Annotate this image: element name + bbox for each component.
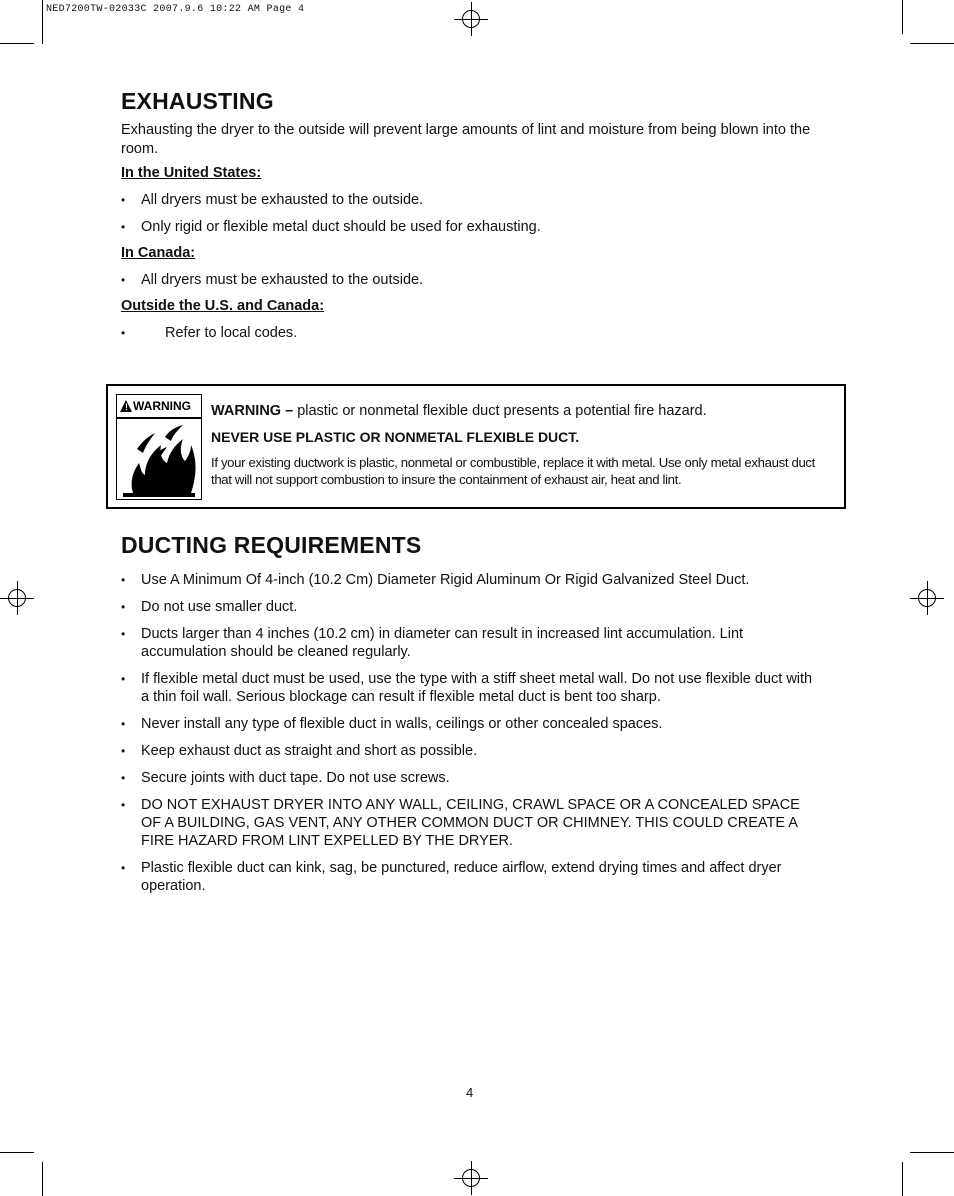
crop-mark-top-right-v: [902, 0, 903, 34]
list-item: • Do not use smaller duct.: [121, 598, 821, 616]
page-number: 4: [466, 1085, 474, 1100]
registration-mark-bottom: [454, 1161, 488, 1195]
crop-mark-top-left-h: [0, 43, 34, 44]
warning-triangle-icon: !: [120, 400, 132, 412]
ducting-section: [121, 532, 821, 904]
list-item: • Only rigid or flexible metal duct should be used for exhausting.: [121, 218, 821, 236]
list-item: • Use A Minimum Of 4-inch (10.2 Cm) Diameter Rigid Aluminum Or Rigid Galvanized Steel Duct.: [121, 571, 821, 589]
warning-line-3: If your existing ductwork is plastic, nonmetal or combustible, replace it with metal. Use only metal exhaust duct that will not support combustion to insure the containment of exhaust air, heat and lint.: [211, 455, 815, 487]
ducting-heading: DUCTING REQUIREMENTS: [121, 532, 422, 558]
outside-heading: Outside the U.S. and Canada:: [121, 298, 325, 314]
list-item: • DO NOT EXHAUST DRYER INTO ANY WALL, CEILING, CRAWL SPACE OR A CONCEALED SPACE OF A BUILDING, GAS VENT, ANY OTHER COMMON DUCT OR CHIMNEY. THIS COULD CREATE A FIRE HAZARD FROM LINT EXPELLED BY THE DRYER.: [121, 796, 821, 850]
registration-mark-top: [454, 2, 488, 36]
ducting-list: [121, 571, 821, 895]
crop-mark-bottom-right-v: [902, 1162, 903, 1196]
exhausting-intro: Exhausting the dryer to the outside will prevent large amounts of lint and moisture from being blown into the room.: [121, 122, 811, 157]
warning-label-text: WARNING: [133, 399, 191, 413]
crop-mark-bottom-left-h: [0, 1152, 34, 1153]
warning-line-1-text: plastic or nonmetal flexible duct presents a potential fire hazard.: [297, 403, 707, 419]
list-item: • All dryers must be exhausted to the outside.: [121, 271, 821, 289]
registration-mark-right: [910, 581, 944, 615]
us-list: [121, 191, 821, 236]
warning-line-2: NEVER USE PLASTIC OR NONMETAL FLEXIBLE DUCT.: [211, 429, 580, 445]
warning-box: [106, 384, 846, 509]
list-item: • Ducts larger than 4 inches (10.2 cm) in diameter can result in increased lint accumulation. Lint accumulation should be cleaned regularly.: [121, 625, 821, 661]
list-item: • Never install any type of flexible duct in walls, ceilings or other concealed spaces.: [121, 715, 821, 733]
fire-hazard-icon: [116, 418, 202, 500]
list-item: • Secure joints with duct tape. Do not use screws.: [121, 769, 821, 787]
canada-heading: In Canada:: [121, 245, 196, 261]
list-item: • Keep exhaust duct as straight and short as possible.: [121, 742, 821, 760]
crop-mark-bottom-left-v: [42, 1162, 43, 1196]
crop-mark-bottom-right-h: [910, 1152, 954, 1153]
outside-list: [121, 324, 821, 342]
registration-mark-left: [0, 581, 34, 615]
list-item: • Refer to local codes.: [121, 324, 821, 342]
exhausting-section: [121, 88, 821, 351]
us-heading: In the United States:: [121, 165, 262, 181]
list-item: • Plastic flexible duct can kink, sag, be punctured, reduce airflow, extend drying times and affect dryer operation.: [121, 859, 821, 895]
warning-text: [211, 403, 836, 488]
canada-list: [121, 271, 821, 289]
list-item: • All dryers must be exhausted to the outside.: [121, 191, 821, 209]
exhausting-heading: EXHAUSTING: [121, 88, 274, 114]
crop-mark-top-right-h: [910, 43, 954, 44]
warning-line-1: [211, 403, 836, 419]
print-slug: NED7200TW-02033C 2007.9.6 10:22 AM Page 4: [46, 4, 305, 15]
list-item: • If flexible metal duct must be used, use the type with a stiff sheet metal wall. Do not use flexible duct with a thin foil wall. Serious blockage can result if flexible metal duct is bent too sharp.: [121, 670, 821, 706]
warning-lead: WARNING –: [211, 403, 294, 419]
warning-label: [116, 394, 202, 418]
crop-mark-top-left-v: [42, 0, 43, 44]
